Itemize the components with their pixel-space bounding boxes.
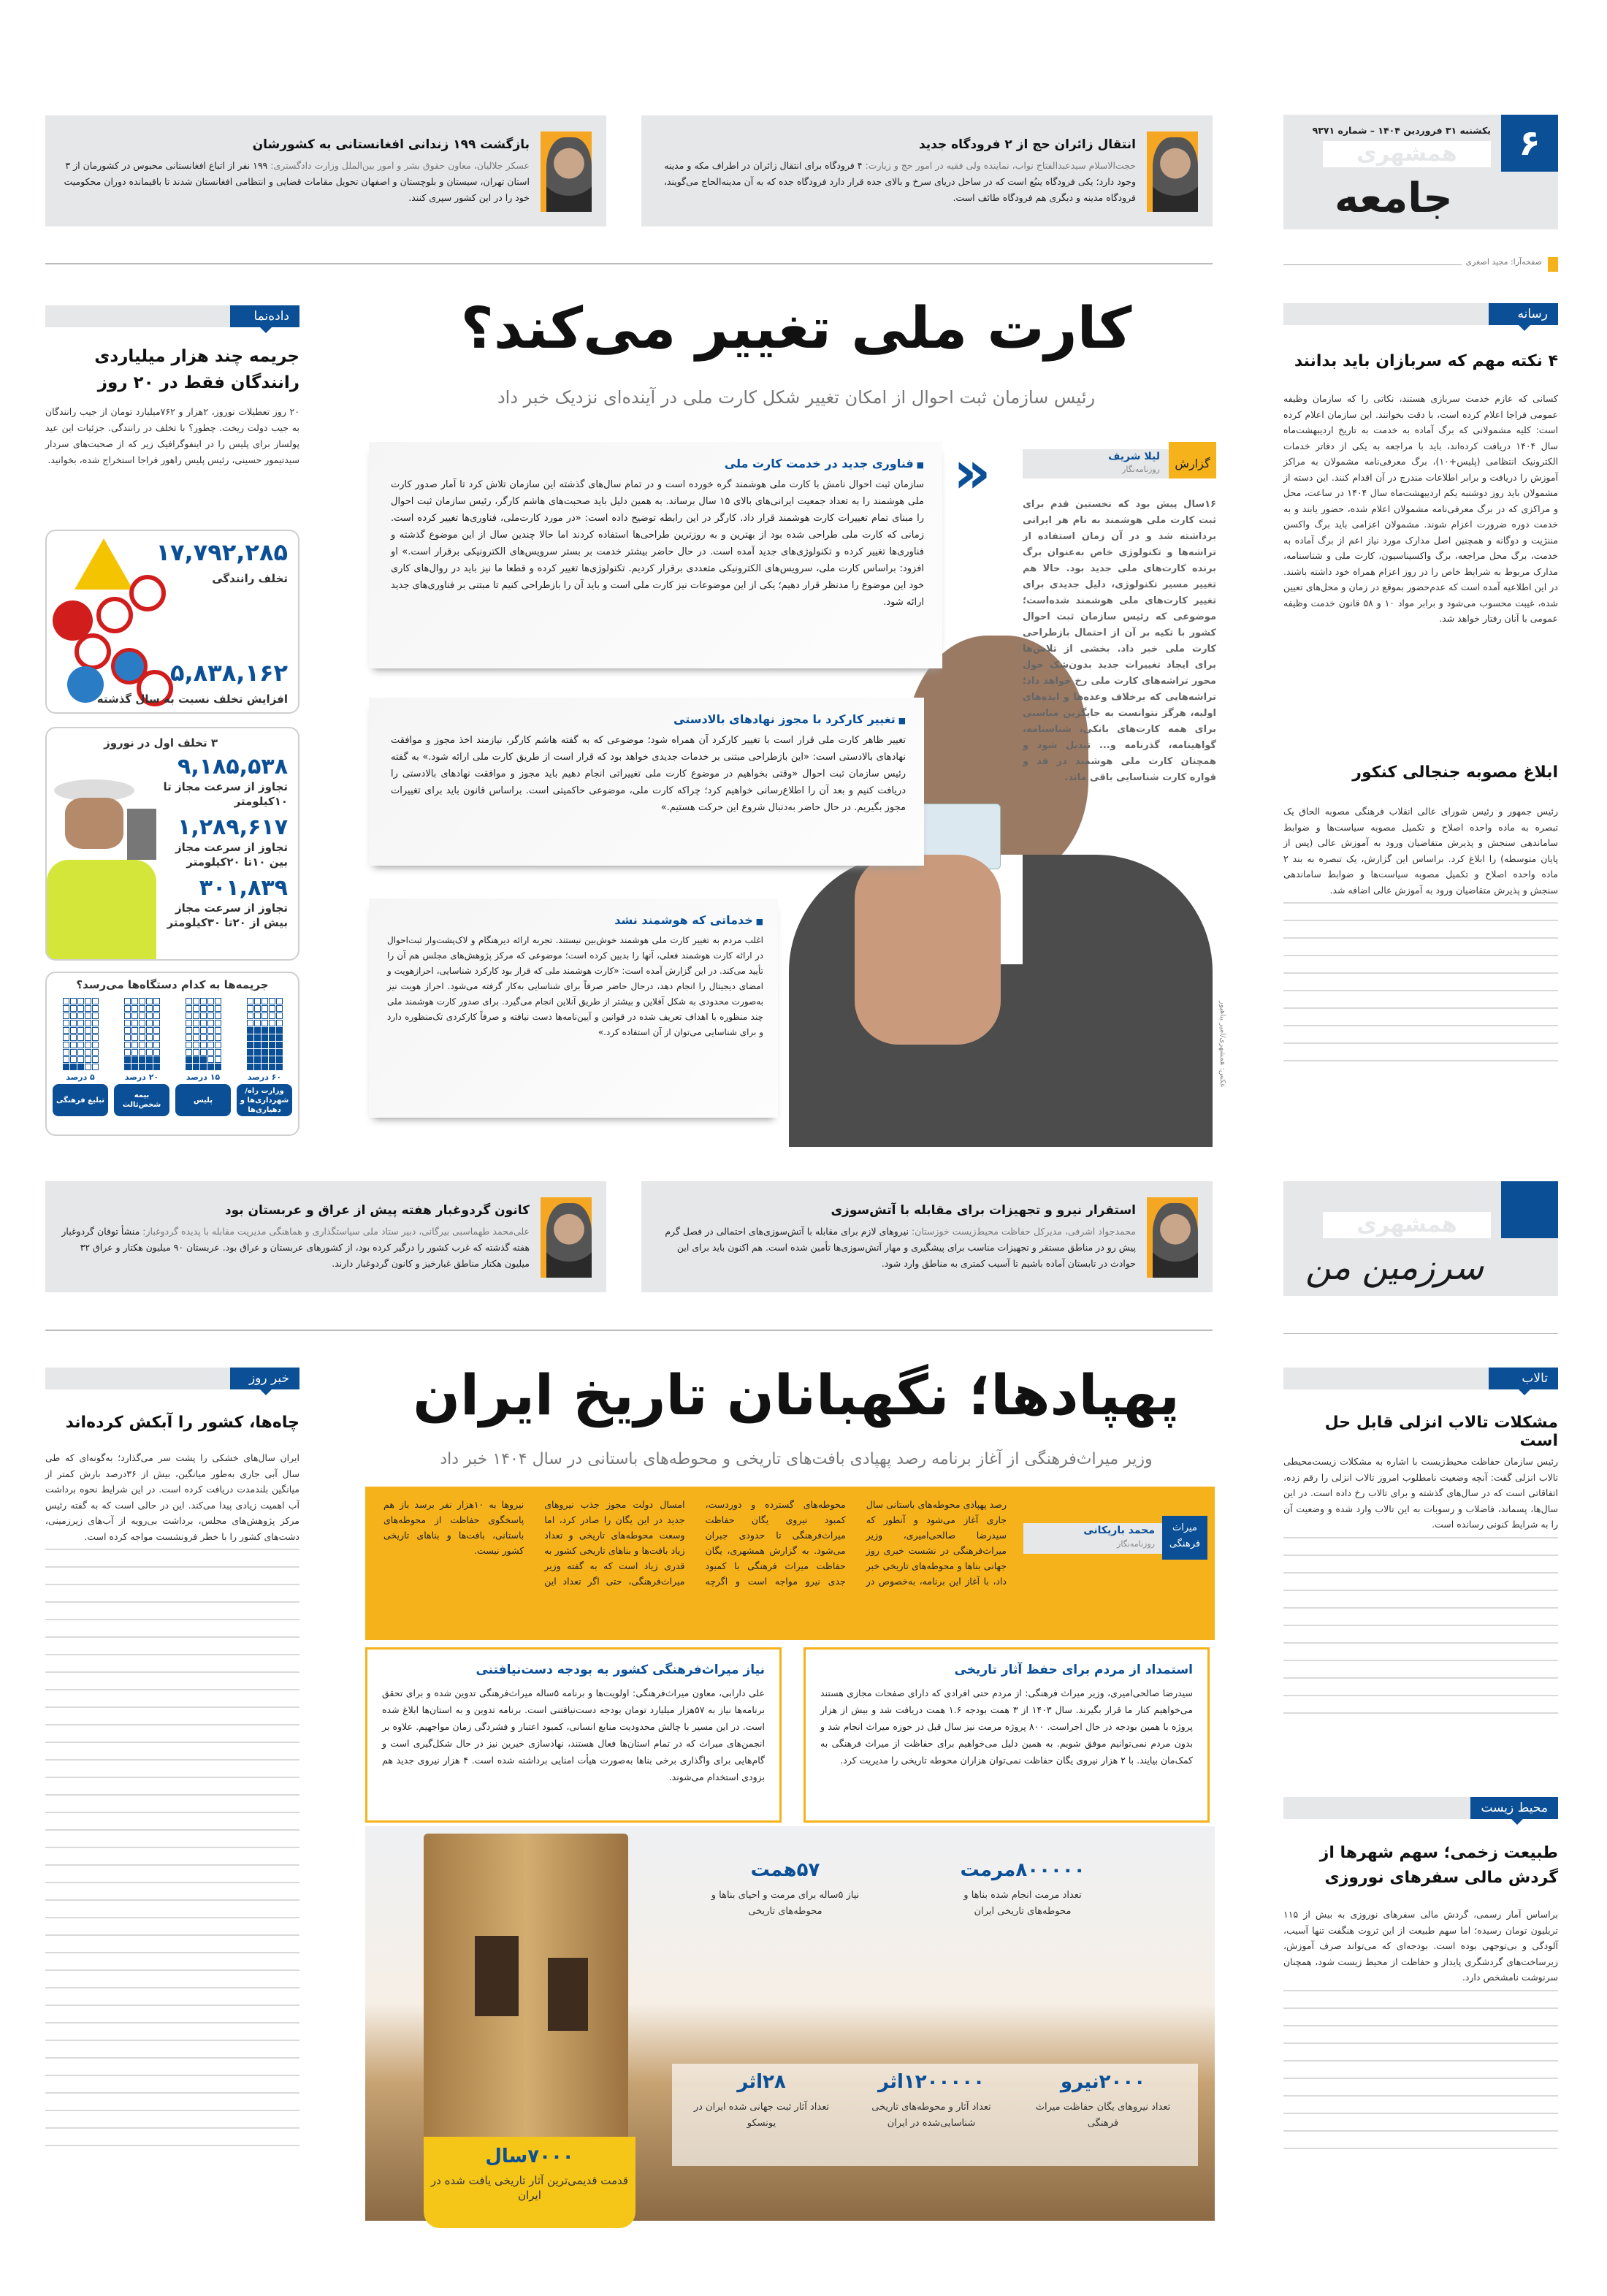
stat-value: ۱,۲۸۹,۶۱۷	[178, 815, 288, 840]
waffle-cell	[85, 1064, 91, 1070]
waffle-cell	[254, 1042, 261, 1048]
section-title: جامعه	[1335, 175, 1453, 222]
waffle-cell	[247, 1012, 253, 1019]
portrait-photo	[541, 1197, 592, 1278]
waffle-cell	[207, 1034, 214, 1041]
stat: ۸۰۰۰۰۰مرمت تعداد مرمت انجام شده بناها و محوطه‌های تاریخی ایران	[960, 1859, 1085, 1917]
paper-logo: همشهری	[1323, 141, 1491, 167]
waffle-category: وزارت راه/ شهرداری‌ها و دهیاری‌ها	[237, 1084, 292, 1116]
waffle-cell	[207, 1027, 214, 1034]
masthead-2	[1283, 1181, 1558, 1296]
waffle-value-label: ۱۵ درصد	[186, 1072, 221, 1082]
waffle-cell	[124, 1049, 131, 1056]
waffle-cell	[276, 1056, 283, 1063]
waffle-cell	[269, 1049, 275, 1056]
stat: ۵۷همت نیاز ۵ساله برای مرمت و احیای بناها و محوطه‌های تاریخی	[711, 1859, 860, 1917]
article-lead: ۱۶سال پیش بود که نخستین قدم برای ثبت کارت ملی هوشمند به نام هر ایرانی برداشته شد و در آن زمان استفاده از تراشه‌ها و تکنولوژی خاص به‌عنوان برگ برنده کارت‌های ملی جدید بود. حالا هم تغییر مسیر تکنولوژی، دلیل جدیدی برای تغییر کارت‌های ملی هوشمند شده‌است؛ موضوعی که رئیس سازمان ثبت احوال کشور با تکیه بر آن از احتمال بازطراحی کارت ملی خبر داد. بخشی از تلاش‌ها برای ایجاد تغییرات جدید بدون‌شک حول محور تراشه‌های کارت ملی رخ خواهد داد؛ تراشه‌هایی که برخلاف وعده‌ها و ایده‌های اولیه، هرگز نتوانست به جایگزین مناسبی برای همه کارت‌های بانکی، شناسنامه، گواهینامه، گذرنامه و... تبدیل شود و همچنان کارت ملی هوشمند در قد و قواره کارت شناسایی باقی ماند.	[1023, 499, 1216, 783]
byline	[1023, 442, 1216, 478]
waffle-cell	[124, 1042, 131, 1048]
waffle-cell	[215, 1012, 221, 1019]
waffle-cell	[200, 1027, 207, 1034]
waffle-cell	[139, 1005, 145, 1012]
waffle-cell	[92, 998, 99, 1004]
waffle-cell	[131, 1027, 138, 1034]
stat-value: ۳۰۱,۸۳۹	[199, 875, 288, 901]
waffle-cell	[85, 998, 91, 1004]
waffle-cell	[207, 998, 214, 1004]
waffle-cell	[193, 1020, 199, 1026]
waffle-cell	[200, 1034, 207, 1041]
news-brief: انتقال زائران حج از ۲ فرودگاه جدید حجت‌الاسلام سیدعبدالفتاح نواب، نماینده ولی فقیه در امور حج و زیارت: ۴ فرودگاه برای انتقال زائران در اطراف مکه و مدینه وجود دارد؛ یکی فرودگاه ینبُع است که در ساحل دریای سرخ و بالای جده قرار دارد فرودگاه جده که به آن مدینه‌الحاج می‌گویند، فرودگاه مدینه و دیگری هم فرودگاه طائف است.	[641, 115, 1213, 226]
waffle-cell	[262, 1049, 268, 1056]
waffle-cell	[92, 1064, 99, 1070]
section-tag: دادەنما	[45, 305, 299, 327]
article-body: رئیس جمهور و رئیس شورای عالی انقلاب فرهنگی مصوبه الحاق یک تبصره به ماده واحده اصلاح و تکمیل مصوبه سیاست‌ها و ضوابط ساماندهی سنجش و پذیرش متقاضیان ورود به آموزش عالی (پس از پایان متوسطه) را ابلاغ کرد. براساس این گزارش، یک تبصره به بند ۲ ماده واحده اصلاح و تکمیل مصوبه سیاست‌ها و ضوابط ساماندهی سنجش و پذیرش متقاضیان ورود به آموزش عالی اضافه شد.	[1283, 804, 1558, 1110]
waffle-cell	[193, 1064, 199, 1070]
waffle-cell	[131, 998, 138, 1004]
waffle-cell	[215, 1005, 221, 1012]
waffle-cell	[186, 998, 192, 1004]
waffle-cell	[269, 1020, 275, 1026]
waffle-cell	[146, 1012, 153, 1019]
waffle-cell	[262, 1056, 268, 1063]
waffle-cell	[247, 1034, 253, 1041]
waffle-chart	[45, 972, 299, 1136]
waffle-value-label: ۶۰ درصد	[247, 1072, 282, 1082]
waffle-cell	[186, 1064, 192, 1070]
waffle-cell	[77, 1027, 84, 1034]
waffle-cell	[153, 1064, 160, 1070]
article-body: رئیس سازمان حفاظت محیط‌زیست با اشاره به مشکلات زیست‌محیطی تالاب انزلی گفت: آنچه وضعیت نامطلوب امروز تالاب انزلی را رقم زده، اتفاقاتی است که در سال‌های گذشته و برای تالاب رخ داده است. در این سال‌ها، پسماند، فاضلاب و رسوبات به این تالاب وارد شده و وضعیت آن را به شرایط کنونی رسانده است.	[1283, 1454, 1558, 1768]
waffle-cell	[193, 1042, 199, 1048]
waffle-cell	[63, 1005, 69, 1012]
waffle-column	[114, 998, 169, 1130]
waffle-cell	[200, 1012, 207, 1019]
waffle-cell	[63, 1056, 69, 1063]
waffle-cell	[124, 1005, 131, 1012]
waffle-cell	[85, 1056, 91, 1063]
stat-label: افزایش تخلف نسبت به سال گذشته	[96, 693, 288, 706]
waffle-column	[175, 998, 231, 1130]
designer-credit: صفحه‌آرا: مجید اصغری	[1283, 257, 1558, 272]
waffle-cell	[124, 998, 131, 1004]
article-body: کسانی که عازم خدمت سربازی هستند، نکاتی را که سازمان وظیفه عمومی فراجا اعلام کرده است، با دقت بخوانند. این سازمان اعلام کرده است: کلیه مشمولانی که برگ آماده به خدمت به تاریخ اردیبهشت‌ماه سال ۱۴۰۴ دریافت کرده‌اند، باید با مراجعه به یکی از دفاتر خدمات الکترونیک انتظامی (پلیس+۱۰)، برگ معرفی‌نامه مشمولان به مراکز آموزش را دریافت و برابر اطلاعات مندرج در آن اقدام کنند. این دسته از مشمولان باید روز دوشنبه یکم اردیبهشت‌ماه سال ۱۴۰۴ در ساعت، محل و مراکزی که در برگ معرفی‌نامه مشمولان اعلام شده، حضور یابند و به خدمت دوره ضرورت اعزام شوند. مشمولان اعزامی باید برگ واکسن مننژیت و دوگانه و همچنین اصل مدارک مورد نیاز اعم از برگ آماده به خدمت، برگ محل مراجعه، برگ واکسیناسیون، کارت ملی و شناسنامه، مدارک مربوط به شرایط خاص را در روز اعزام همراه خود داشته باشند. در این اطلاعیه آمده است که عدم‌حضور بموقع در زمان و محل‌های تعیین شده، غیبت محسوب می‌شود و برابر مواد ۱۰ و ۵۸ قانون خدمت وظیفه عمومی با آنان رفتار خواهد شد.	[1283, 393, 1558, 624]
waffle-cell	[247, 1056, 253, 1063]
waffle-cell	[207, 1005, 214, 1012]
waffle-cell	[153, 1020, 160, 1026]
waffle-cell	[254, 1027, 261, 1034]
waffle-cell	[85, 1012, 91, 1019]
waffle-grid	[63, 998, 99, 1070]
waffle-cell	[207, 1012, 214, 1019]
waffle-cell	[131, 1049, 138, 1056]
waffle-cell	[269, 1042, 275, 1048]
waffle-cell	[247, 1005, 253, 1012]
section-tag: رسانه	[1283, 303, 1558, 325]
waffle-cell	[262, 1064, 268, 1070]
waffle-cell	[247, 998, 253, 1004]
waffle-cell	[215, 1056, 221, 1063]
waffle-cell	[200, 1020, 207, 1026]
waffle-cell	[146, 1027, 153, 1034]
waffle-cell	[207, 1020, 214, 1026]
waffle-cell	[146, 1049, 153, 1056]
stat-value: ۱۷,۷۹۲,۲۸۵	[156, 538, 288, 566]
waffle-cell	[276, 1020, 283, 1026]
waffle-cell	[63, 1064, 69, 1070]
stat: ۲۰۰۰نیرو تعداد نیروهای یگان حفاظت میراث فرهنگی	[1035, 2071, 1171, 2129]
page-number: ۶	[1501, 115, 1558, 172]
waffle-cell	[200, 1056, 207, 1063]
photo-credit: عکس: همشهری/امیر پناهپور	[1218, 1001, 1226, 1088]
waffle-cell	[70, 1064, 77, 1070]
waffle-cell	[276, 1034, 283, 1041]
waffle-cell	[153, 1027, 160, 1034]
waffle-cell	[77, 1056, 84, 1063]
waffle-cell	[146, 1034, 153, 1041]
quote-box: استمداد از مردم برای حفظ آثار تاریخی سیدرضا صالحی‌امیری، وزیر میراث فرهنگی: از مردم حتی افرادی که دارای صفحات مجازی هستند می‌خواهیم کنار ما قرار بگیرند. سال ۱۴۰۳ از ۳ همت بودجه ۱.۶ همت دریافت شد و بیش از هزار پروژه با همین بودجه در حال اجراست. ۸۰۰ پروژه مرمت نیز سال قبل در حوزه میراث انجام شد و بدون مردم نمی‌توانیم موفق شویم. به همین دلیل می‌خواهیم برای حفاظت از میراث فرهنگی به کمک‌مان بیایند. با ۲ هزار نیروی یگان حفاظت نمی‌توان هزاران محوطه تاریخی را مدیریت کرد.	[804, 1647, 1210, 1823]
waffle-cell	[215, 1064, 221, 1070]
section-tag: خبر روز	[45, 1368, 299, 1389]
waffle-cell	[124, 1034, 131, 1041]
waffle-cell	[276, 1012, 283, 1019]
waffle-cell	[247, 1064, 253, 1070]
waffle-cell	[85, 1042, 91, 1048]
news-brief: استقرار نیرو و تجهیزات برای مقابله با آتش‌سوزی محمدجواد اشرفی، مدیرکل حفاظت محیط‌زیست خوزستان: نیروهای لازم برای مقابله با آتش‌سوزی‌های احتمالی در فصل گرم پیش رو در مناطق مستقر و تجهیزات مناسب برای پیشگیری و مهار آتش‌سوزی‌ها تأمین شده است. هم اکنون باید برای این حوادث در تابستان آماده باشیم تا آسیب کمتری به مناطق وارد شود.	[641, 1181, 1213, 1292]
quote-box: نیاز میراث‌فرهنگی کشور به بودجه دست‌نیافتنی علی دارابی، معاون میراث‌فرهنگی: اولویت‌ها و برنامه ۵ساله میراث‌فرهنگی تدوین شده و برای تحقق برنامه‌ها نیاز به ۵۷هزار میلیارد تومان بودجه دست‌نیافتنی است. برنامه تدوین و به استان‌ها ابلاغ شده است. در این مسیر با چالش محدودیت منابع انسانی، کمبود اعتبار و فشردگی زمان مواجهیم. علاوه بر انجمن‌های میراث که در تمام استان‌ها فعال هستند، نهادسازی خیرین نیز در حال شکل‌گیری است و گام‌هایی برای واگذاری برخی بناها به‌صورت هیأت امنایی برداشته شده است. ۴ هزار نیروی جدید هم بزودی استخدام می‌شوند.	[365, 1647, 782, 1823]
waffle-cell	[63, 1012, 69, 1019]
section-tag: تالاب	[1283, 1368, 1558, 1389]
waffle-cell	[186, 1027, 192, 1034]
waffle-cell	[63, 1049, 69, 1056]
author-role: روزنامه‌نگار	[1122, 465, 1160, 474]
waffle-cell	[146, 1042, 153, 1048]
waffle-cell	[269, 1064, 275, 1070]
waffle-cell	[186, 1020, 192, 1026]
waffle-cell	[200, 1005, 207, 1012]
waffle-cell	[254, 998, 261, 1004]
chart-title: جریمه‌ها به کدام دستگاه‌ها می‌رسد؟	[76, 978, 269, 991]
portrait-photo	[1147, 1197, 1198, 1278]
waffle-category: پلیس	[175, 1084, 231, 1116]
waffle-cell	[139, 1012, 145, 1019]
waffle-cell	[124, 1064, 131, 1070]
waffle-cell	[276, 1027, 283, 1034]
waffle-cell	[124, 1020, 131, 1026]
stat-label: تجاوز از سرعت مجاز تا ۱۰کیلومتر	[163, 780, 288, 808]
waffle-cell	[186, 1034, 192, 1041]
waffle-cell	[131, 1020, 138, 1026]
waffle-cell	[276, 998, 283, 1004]
waffle-cell	[139, 998, 145, 1004]
waffle-cell	[262, 1020, 268, 1026]
waffle-cell	[77, 1042, 84, 1048]
waffle-cell	[262, 998, 268, 1004]
waffle-cell	[153, 1005, 160, 1012]
waffle-cell	[276, 1064, 283, 1070]
masthead	[1283, 115, 1558, 229]
stat: ۱۲۰۰۰۰۰اثر تعداد آثار و محوطه‌های تاریخی شناسایی‌شده در ایران	[871, 2071, 991, 2129]
waffle-cell	[193, 1005, 199, 1012]
waffle-cell	[254, 1012, 261, 1019]
waffle-cell	[85, 1027, 91, 1034]
author-name: محمد باریکانی	[1083, 1525, 1155, 1536]
stat-label: تجاوز از سرعت مجاز بین ۱۰تا ۲۰کیلومتر	[175, 841, 288, 869]
waffle-cell	[186, 1042, 192, 1048]
waffle-cell	[193, 1012, 199, 1019]
waffle-cell	[124, 1027, 131, 1034]
main-headline: پهپادها؛ نگهبانان تاریخ ایران	[413, 1362, 1180, 1427]
waffle-cell	[124, 1056, 131, 1063]
author-role: روزنامه‌نگار	[1117, 1539, 1155, 1549]
waffle-cell	[247, 1042, 253, 1048]
stat-value: ۵,۸۳۸,۱۶۲	[169, 659, 288, 687]
waffle-cell	[254, 1064, 261, 1070]
waffle-cell	[70, 1042, 77, 1048]
waffle-cell	[92, 1012, 99, 1019]
waffle-cell	[124, 1012, 131, 1019]
infographic-top-violations	[45, 727, 299, 961]
waffle-value-label: ۲۰ درصد	[124, 1072, 159, 1082]
divider	[1283, 1333, 1558, 1334]
waffle-cell	[139, 1064, 145, 1070]
waffle-cell	[269, 1005, 275, 1012]
author-name: لیلا شریف	[1108, 451, 1160, 462]
waffle-cell	[186, 1056, 192, 1063]
article-headline: جریمه چند هزار میلیاردی رانندگان فقط در ۲۰ روز	[94, 347, 299, 392]
waffle-cell	[146, 1005, 153, 1012]
waffle-cell	[254, 1005, 261, 1012]
waffle-cell	[193, 1027, 199, 1034]
waffle-cell	[269, 1027, 275, 1034]
waffle-cell	[77, 1034, 84, 1041]
waffle-cell	[262, 1042, 268, 1048]
waffle-cell	[63, 1034, 69, 1041]
stat-value: ۹,۱۸۵,۵۳۸	[178, 754, 288, 779]
paper-logo: همشهری	[1323, 1212, 1491, 1238]
waffle-cell	[200, 1064, 207, 1070]
portrait-photo	[1147, 131, 1198, 212]
waffle-cell	[254, 1034, 261, 1041]
waffle-cell	[215, 1049, 221, 1056]
waffle-cell	[139, 1020, 145, 1026]
kicker-tag: میراث فرهنگی	[1162, 1516, 1207, 1560]
stat-highlight: ۷۰۰۰سال قدمت قدیمی‌ترین آثار تاریخی یافت شده در ایران	[424, 2137, 635, 2228]
waffle-cell	[92, 1042, 99, 1048]
waffle-cell	[269, 1012, 275, 1019]
waffle-cell	[131, 1042, 138, 1048]
waffle-cell	[85, 1049, 91, 1056]
waffle-column	[237, 998, 292, 1130]
waffle-cell	[70, 1049, 77, 1056]
article-lead: ۲۰ روز تعطیلات نوروز، ۲هزار و ۷۶۲میلیارد تومان از جیب رانندگان به جیب دولت ریخت. چطور؟ با تخلف در رانندگی. جزئیات این عید پولساز برای پلیس را در اینفوگرافیک زیر که از صحبت‌های سردار سیدتیمور حسینی، رئیس پلیس راهور فراجا استخراج شده، بخوانید.	[45, 406, 299, 465]
waffle-cell	[200, 998, 207, 1004]
arrow-icon: «	[953, 438, 991, 506]
article-headline: مشکلات تالاب انزلی قابل حل است	[1324, 1414, 1558, 1450]
subsection: ■ تغییر کارکرد با مجوز نهادهای بالادستی تغییر ظاهر کارت ملی قرار است با تغییر کارکرد آن همراه شود؛ موضوعی که به گفته هاشم کارگر، نیازمند اخذ مجوز و موافقت نهادهای بالادستی است: «این بازطراحی مبتنی بر خدمات جدیدی خواهد بود که قرار است از طریق کارت ملی ارائه شود.» به گفته رئیس سازمان ثبت احوال «وقتی بخواهیم در موضوع کارت ملی تغییراتی انجام دهیم باید مجوز و موافقت نهادهای بالادستی را دریافت کنیم و بعد آن را اطلاع‌رسانی خواهیم کرد؛ چراکه کارت ملی، موضوعی حاکمیتی است. براساس قانون باید برای تغییرات مجوز بگیریم. در حال حاضر به‌دنبال شروع این حرکت هستیم.»	[369, 698, 924, 866]
subsection: ■ فناوری جدید در خدمت کارت ملی سازمان ثبت احوال نامش با کارت ملی هوشمند گره خورده است و در تمام سال‌های گذشته این سازمان تلاش کرد تا آمار صدور کارت ملی هوشمند را به تعداد جمعیت ایرانی‌های بالای ۱۵ سال برساند. به همین دلیل باید صحبت‌های هاشم کارگر، رئیس سازمان ثبت احوال را مبنای تمام تغییرات کارت هوشمند قرار داد. کارگر در این رابطه توضیح داده است: «در مورد کارت‌ملی، فناوری‌ها تغییر کرده است. زمانی که کارت ملی طراحی شده بود از بهترین و به روزترین طراحی‌ها استفاده کردند اما حالا چندین سال از این موضوع گذشته و فناوری‌ها تغییر کرده و تکنولوژی‌های جدید آمده است. در حال حاضر بیشتر خدمت بر بستر سرویس‌های الکترونیکی برقرار است.» او افزود: براساس کارت ملی، سرویس‌های الکترونیکی متعددی برقرار کردیم. تکنولوژی‌ها تغییر کرده و قطعا ما نیز باید در روال‌های کاری خود این موضوع را مدنظر قرار دهیم؛ یکی از این موضوعات نیز کارت ملی است و باید آن را بازطراحی کنیم تا مبتنی بر فناوری‌های جدید ارائه شود.	[369, 442, 942, 668]
article-headline: چاه‌ها، کشور را آبکش کرده‌اند	[65, 1414, 299, 1432]
waffle-cell	[92, 1049, 99, 1056]
waffle-cell	[215, 1020, 221, 1026]
waffle-cell	[131, 1005, 138, 1012]
waffle-cell	[131, 1064, 138, 1070]
waffle-cell	[276, 1049, 283, 1056]
portrait-photo	[541, 131, 592, 212]
waffle-cell	[92, 1056, 99, 1063]
waffle-cell	[139, 1027, 145, 1034]
waffle-cell	[63, 1020, 69, 1026]
issue-date: یکشنبه ۳۱ فروردین ۱۴۰۴ – شماره ۹۳۷۱	[1312, 125, 1491, 136]
waffle-cell	[207, 1042, 214, 1048]
waffle-cell	[276, 1042, 283, 1048]
waffle-cell	[92, 1005, 99, 1012]
waffle-grid	[186, 998, 221, 1070]
waffle-cell	[276, 1005, 283, 1012]
waffle-cell	[146, 1056, 153, 1063]
waffle-cell	[70, 1034, 77, 1041]
waffle-category: بیمه شخص‌ثالث	[114, 1084, 169, 1116]
waffle-column	[53, 998, 108, 1130]
article-lead: رصد پهپادی محوطه‌های باستانی سال جاری آغاز می‌شود و آنطور که سیدرضا صالحی‌امیری، وزیر میراث‌فرهنگی در نشست خبری روز جهانی بناها و محوطه‌های تاریخی خبر داد، با آغاز این برنامه، به‌خصوص در محوطه‌های گسترده و دوردست، کمبود نیروی یگان حفاظت میراث‌فرهنگی تا حدودی جبران می‌شود. به گزارش همشهری، یگان حفاظت میراث فرهنگی با کمبود جدی نیرو مواجه است و اگرچه امسال دولت مجوز جذب نیروهای جدید در این یگان را صادر کرد، اما وسعت محوطه‌های تاریخی و تعداد زیاد بافت‌ها و بناهای تاریخی کشور به قدری زیاد است که به گفته وزیر میراث‌فرهنگی، حتی اگر تعداد این نیروها به ۱۰هزار نفر برسد باز هم پاسخگوی حفاظت از محوطه‌های باستانی، بافت‌ها و بناهای تاریخی کشور نیست.	[383, 1499, 1007, 1587]
news-brief: کانون گردوغبار هفته پیش از عراق و عربستان بود علی‌محمد طهماسبی بیرگانی، دبیر ستاد ملی سیاستگذاری و هماهنگی مدیریت مقابله با پدیده گردوغبار: منشأ توفان گردوغبار هفته گذشته که غرب کشور را درگیر کرده بود، از کشورهای عربستان و عراق بود. عربستان ۹۰ میلیون هکتار و عراق ۳۲ میلیون هکتار مناطق غبارخیز و کانون گردوغبار دارند.	[45, 1181, 606, 1292]
credit-marker-icon	[1548, 257, 1558, 272]
main-subtitle: وزیر میراث‌فرهنگی از آغاز برنامه رصد پهپادی بافت‌های تاریخی و محوطه‌های باستانی در سال ۱۴۰۴ خبر داد	[440, 1450, 1153, 1468]
main-headline: کارت ملی تغییر می‌کند؟	[460, 296, 1132, 362]
waffle-cell	[215, 1027, 221, 1034]
waffle-cell	[77, 998, 84, 1004]
section-tag: محیط زیست	[1283, 1797, 1558, 1819]
stat-label: تجاوز از سرعت مجاز بیش از ۲۰تا ۳۰کیلومتر	[167, 901, 288, 929]
waffle-cell	[153, 1012, 160, 1019]
waffle-category: تبلیغ فرهنگی	[53, 1084, 108, 1116]
waffle-cell	[139, 1056, 145, 1063]
waffle-cell	[146, 1064, 153, 1070]
waffle-cell	[153, 1049, 160, 1056]
waffle-cell	[153, 1042, 160, 1048]
article-body: ایران سال‌های خشکی را پشت سر می‌گذارد؛ به‌گونه‌ای که طی سال آبی جاری به‌طور میانگین، بیش از ۳۶درصد بارش کمتر از میانگین بلندمدت دریافت کرده است. در این شرایط نحوه برداشت آب اهمیت زیادی پیدا می‌کند. این در حالی است که به گفته رئیس مرکز پژوهش‌های مجلس، برداشت بی‌رویه از آب‌های زیرزمینی، دشت‌های کشور را با خطر فرونشست مواجه کرده است.	[45, 1450, 299, 2188]
waffle-cell	[269, 1034, 275, 1041]
waffle-cell	[77, 1012, 84, 1019]
waffle-cell	[63, 998, 69, 1004]
top3-title: ۳ تخلف اول در نوروز	[104, 736, 218, 750]
waffle-cell	[247, 1020, 253, 1026]
waffle-cell	[63, 1042, 69, 1048]
waffle-cell	[70, 1012, 77, 1019]
waffle-cell	[131, 1056, 138, 1063]
infographic-violations	[45, 530, 299, 714]
divider	[45, 1330, 1213, 1331]
waffle-cell	[254, 1056, 261, 1063]
waffle-cell	[70, 1056, 77, 1063]
waffle-cell	[70, 998, 77, 1004]
waffle-cell	[186, 1005, 192, 1012]
waffle-cell	[269, 1056, 275, 1063]
waffle-grid	[124, 998, 160, 1070]
waffle-cell	[77, 1049, 84, 1056]
waffle-cell	[247, 1049, 253, 1056]
waffle-value-label: ۵ درصد	[66, 1072, 95, 1082]
waffle-cell	[186, 1012, 192, 1019]
waffle-cell	[262, 1012, 268, 1019]
divider	[45, 263, 1213, 264]
waffle-cell	[85, 1020, 91, 1026]
waffle-cell	[92, 1020, 99, 1026]
waffle-cell	[139, 1034, 145, 1041]
traffic-signs-icon	[53, 546, 177, 699]
waffle-cell	[77, 1005, 84, 1012]
waffle-cell	[85, 1005, 91, 1012]
article-headline: ۴ نکته مهم که سربازان باید بدانند	[1294, 352, 1558, 370]
waffle-cell	[207, 1064, 214, 1070]
waffle-cell	[92, 1027, 99, 1034]
waffle-cell	[200, 1049, 207, 1056]
police-officer-photo	[47, 779, 164, 961]
kicker-tag: گزارش	[1169, 442, 1216, 478]
waffle-cell	[70, 1020, 77, 1026]
waffle-cell	[193, 1049, 199, 1056]
waffle-cell	[269, 998, 275, 1004]
waffle-cell	[139, 1042, 145, 1048]
waffle-cell	[200, 1042, 207, 1048]
waffle-cell	[262, 1034, 268, 1041]
waffle-cell	[131, 1012, 138, 1019]
waffle-cell	[70, 1027, 77, 1034]
waffle-cell	[215, 1042, 221, 1048]
section-logo: سرزمین من	[1305, 1247, 1484, 1288]
waffle-cell	[254, 1049, 261, 1056]
waffle-cell	[85, 1034, 91, 1041]
waffle-cell	[77, 1020, 84, 1026]
waffle-cell	[92, 1034, 99, 1041]
article-body: براساس آمار رسمی، گردش مالی سفرهای نوروزی به بیش از ۱۱۵ تریلیون تومان رسیده؛ اما سهم طبیعت از این ثروت هنگفت تنها آسیب، آلودگی و بی‌توجهی بوده است. بودجه‌ای که می‌تواند صرف آموزش، زیرساخت‌های گردشگری پایدار و حفاظت از محیط زیست شود، همچنان سرنوشت نامشخص دارد.	[1283, 1907, 1558, 2192]
waffle-cell	[146, 998, 153, 1004]
waffle-cell	[254, 1020, 261, 1026]
waffle-grid	[247, 998, 283, 1070]
waffle-cell	[215, 1034, 221, 1041]
waffle-cell	[193, 1034, 199, 1041]
waffle-cell	[70, 1005, 77, 1012]
waffle-cell	[153, 998, 160, 1004]
waffle-cell	[153, 1056, 160, 1063]
stat: ۲۸اثر تعداد آثار ثبت جهانی شده ایران در یونسکو	[693, 2071, 830, 2129]
waffle-cell	[186, 1049, 192, 1056]
waffle-cell	[215, 998, 221, 1004]
waffle-cell	[153, 1034, 160, 1041]
waffle-cell	[207, 1049, 214, 1056]
waffle-cell	[193, 998, 199, 1004]
waffle-cell	[131, 1034, 138, 1041]
waffle-cell	[247, 1027, 253, 1034]
waffle-cell	[139, 1049, 145, 1056]
waffle-cell	[207, 1056, 214, 1063]
waffle-cell	[193, 1056, 199, 1063]
waffle-cell	[262, 1027, 268, 1034]
waffle-cell	[63, 1027, 69, 1034]
waffle-cell	[77, 1064, 84, 1070]
stat-label: تخلف رانندگی	[212, 572, 288, 585]
main-subtitle: رئیس سازمان ثبت احوال از امکان تغییر شکل کارت ملی در آینده‌ای نزدیک خبر داد	[497, 387, 1096, 408]
subsection: ■ خدماتی که هوشمند نشد اغلب مردم به تغییر کارت ملی هوشمند خوش‌بین نیستند. تجربه ارائه دیرهنگام و لاک‌پشت‌وار ثبت‌احوال در ارائه کارت هوشمند فعلی، آنها را بدبین کرده است؛ موضوعی که مرکز پژوهش‌های مجلس هم آن را تأیید می‌کند. در این گزارش آمده است: «کارت هوشمند ملی که قرار بود کارکرد شناسایی، احرازهویت و امضای دیجیتال را انجام دهد، درحال حاضر صرفاً برای شناسایی به‌کار گرفته می‌شود. احراز هویت نیز به‌صورت محدودی به شکل آفلاین و بیشتر از طریق آنلاین انجام می‌گیرد. برای صدور کارت هوشمند ملی چند منظوره با اهداف تعریف شده در قوانین و آیین‌نامه‌ها دست نیافته و صرفاً کارکردی تک‌منظوره دارد و برای شناسایی می‌توان از آن استفاده کرد.»	[369, 899, 778, 1118]
news-brief: بازگشت ۱۹۹ زندانی افغانستانی به کشورشان عسکر جلالیان، معاون حقوق بشر و امور بین‌الملل وزارت دادگستری: ۱۹۹ نفر از اتباع افغانستانی محبوس در کشورمان از ۳ استان تهران، سیستان و بلوچستان و اصفهان تحویل مقامات قضایی و انتظامی افغانستان شدند تا باقیمانده دوران محکومیت خود را در این کشور سپری کنند.	[45, 115, 606, 226]
article-headline: ابلاغ مصوبه جنجالی کنکور	[1352, 763, 1558, 782]
waffle-cell	[262, 1005, 268, 1012]
article-headline: طبیعت زخمی؛ سهم شهرها از گردش مالی سفرهای نوروزی	[1319, 1844, 1558, 1887]
waffle-cell	[146, 1020, 153, 1026]
summary-box	[365, 1487, 1215, 1640]
